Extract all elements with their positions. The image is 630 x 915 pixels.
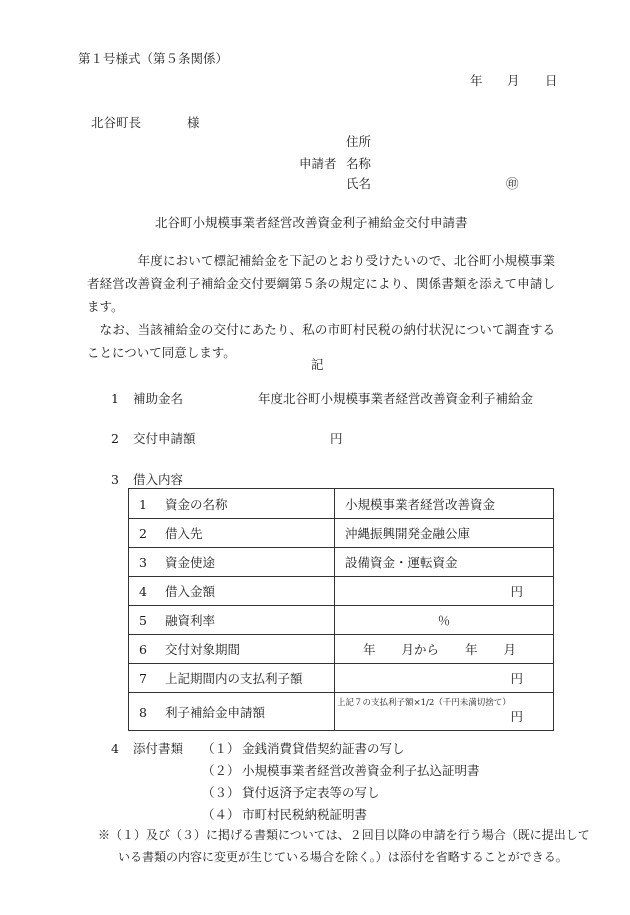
row-number: 8 — [139, 704, 147, 720]
row-number: 2 — [139, 526, 147, 541]
period-year-end: 年 — [465, 642, 478, 657]
row-unit: 円 — [510, 709, 523, 724]
row-label: 資金使途 — [165, 555, 216, 570]
row-label: 融資利率 — [165, 613, 216, 628]
date-year: 年 — [470, 73, 483, 88]
attachment-1-text: 金銭消費貸借契約証書の写し — [242, 741, 405, 756]
row-label: 借入先 — [165, 526, 203, 541]
body-paragraph-2: なお、当該補給金の交付にあたり、私の市町村民税の納付状況について調査することについて同意します。 — [87, 322, 555, 360]
table-row — [129, 519, 554, 548]
row-unit: 円 — [510, 584, 523, 599]
row-unit: ％ — [437, 613, 451, 628]
table-row — [129, 635, 554, 664]
item-1-number: 1 — [111, 391, 119, 406]
seal-mark: ㊞ — [506, 176, 519, 191]
body-paragraph-1: 年度において標記補給金を下記のとおり受けたいので、北谷町小規模事業者経営改善資金利子補給金交付要綱第５条の規定により、関係書類を添えて申請します。 — [87, 253, 555, 314]
table-row — [129, 693, 554, 731]
applicant-label: 申請者 — [299, 156, 337, 171]
ki-heading: 記 — [311, 357, 324, 372]
period-year-start: 年 — [363, 642, 376, 657]
row-label: 借入金額 — [165, 584, 216, 599]
table-row — [129, 664, 554, 693]
date-day: 日 — [545, 73, 558, 88]
period-from: 月から — [401, 642, 440, 657]
row-value: 設備資金・運転資金 — [345, 555, 458, 570]
row-note: 上記７の支払利子額×1/2（千円未満切捨て） — [337, 698, 511, 708]
item-2-number: 2 — [111, 431, 119, 446]
item-1-label: 補助金名 — [133, 391, 184, 406]
footnote-line-1: ※（１）及び（３）に掲げる書類については、２回目以降の申請を行う場合（既に提出して — [98, 828, 590, 842]
addressee-honorific: 様 — [187, 115, 200, 130]
row-label: 資金の名称 — [165, 496, 228, 512]
row-number: 4 — [139, 584, 147, 599]
item-4-number: 4 — [111, 741, 119, 756]
addressee-name: 北谷町長 — [91, 115, 142, 130]
row-number: 1 — [139, 496, 147, 512]
item-2-label: 交付申請額 — [133, 431, 196, 446]
attachment-3-text: 貸付返済予定表等の写し — [242, 785, 380, 800]
table-row — [129, 489, 554, 519]
period-month-end: 月 — [503, 642, 517, 657]
table-row — [129, 606, 554, 635]
attachment-1-number: （１） — [202, 741, 240, 756]
item-1-value: 年度北谷町小規模事業者経営改善資金利子補給金 — [258, 391, 534, 406]
row-label: 上記期間内の支払利子額 — [165, 671, 303, 686]
item-4-label: 添付書類 — [133, 741, 184, 756]
applicant-name-label: 名称 — [346, 156, 372, 171]
footnote-line-2: いる書類の内容に変更が生じている場合を除く。）は添付を省略することができる。 — [118, 850, 568, 864]
row-label: 交付対象期間 — [165, 642, 241, 657]
attachment-2-number: （２） — [202, 763, 240, 778]
attachment-4-text: 市町村民税納税証明書 — [242, 807, 368, 822]
form-label: 第１号様式（第５条関係） — [78, 51, 229, 66]
row-number: 6 — [139, 642, 147, 657]
applicant-address-label: 住所 — [346, 134, 372, 149]
table-row — [129, 548, 554, 577]
attachment-4-number: （４） — [202, 807, 240, 822]
document-title: 北谷町小規模事業者経営改善資金利子補給金交付申請書 — [155, 215, 468, 230]
attachment-3-number: （３） — [202, 785, 240, 800]
item-2-value: 円 — [330, 431, 343, 446]
row-unit: 円 — [510, 671, 523, 686]
row-value: 小規模事業者経営改善資金 — [345, 496, 496, 512]
loan-details-table — [128, 488, 554, 731]
row-label: 利子補給金申請額 — [165, 704, 266, 720]
item-3-label: 借入内容 — [133, 472, 184, 487]
row-number: 5 — [139, 613, 147, 628]
attachment-2-text: 小規模事業者経営改善資金利子払込証明書 — [242, 763, 480, 778]
date-month: 月 — [507, 73, 520, 88]
row-number: 7 — [139, 671, 147, 686]
row-value: 沖縄振興開発金融公庫 — [345, 526, 471, 541]
applicant-person-label: 氏名 — [346, 176, 372, 191]
item-3-number: 3 — [111, 472, 119, 487]
row-number: 3 — [139, 555, 147, 570]
table-row — [129, 577, 554, 606]
